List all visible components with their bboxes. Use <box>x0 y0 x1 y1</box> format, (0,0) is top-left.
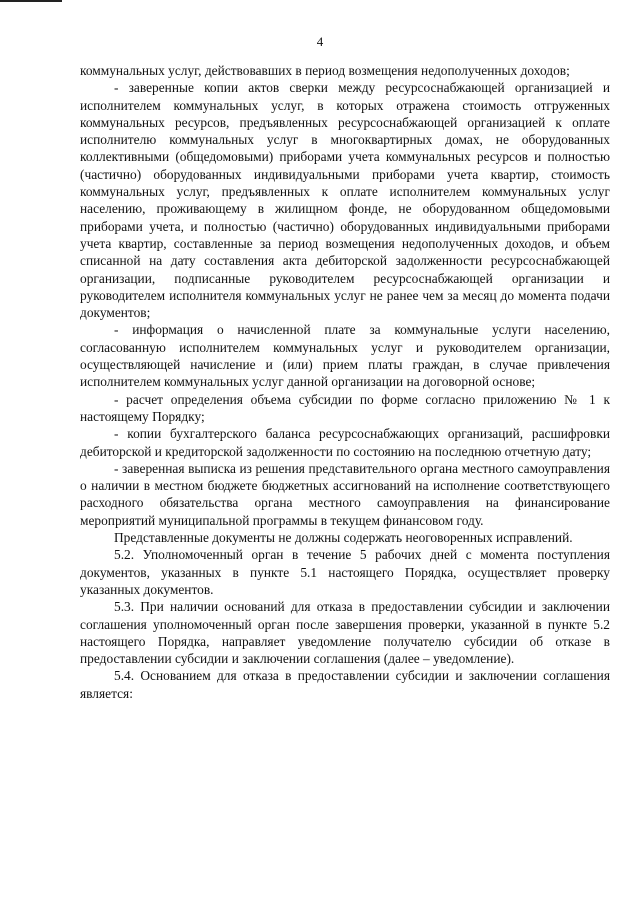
document-body <box>80 62 610 702</box>
paragraph: 5.4. Основанием для отказа в предоставлении субсидии и заключении соглашения является: <box>80 668 610 701</box>
page-number: 4 <box>316 34 324 49</box>
paragraph: 5.3. При наличии оснований для отказа в предоставлении субсидии и заключении соглашения уполномоченный орган после завершения проверки, указанной в пункте 5.2 настоящего Порядка, направляет уведомление получателю субсидии об отказе в предоставлении субсидии и заключении соглашения (далее – уведомление). <box>80 599 610 667</box>
top-edge-mark <box>0 0 62 2</box>
paragraph: Представленные документы не должны содержать неоговоренных исправлений. <box>114 530 573 546</box>
paragraph: - копии бухгалтерского баланса ресурсоснабжающих организаций, расшифровки дебиторской и кредиторской задолженности по состоянию на последнюю отчетную дату; <box>80 426 610 459</box>
paragraph: - заверенная выписка из решения представительного органа местного самоуправления о наличии в местном бюджете бюджетных ассигнований на исполнение соответствующего расходного обязательства органа местного самоуправления на финансирование мероприятий муниципальной программы в текущем финансовом году. <box>80 460 610 528</box>
paragraph: - заверенные копии актов сверки между ресурсоснабжающей организацией и исполнителем коммунальных услуг, в которых отражена стоимость отгруженных коммунальных ресурсов, предъявленных ресурсоснабжающей организацией к оплате исполнителю коммунальных услуг в многоквартирных домах, не оборудованных коллективными (общедомовыми) приборами учета коммунальных ресурсов и полностью (частично) оборудованных индивидуальными приборами учета квартир, стоимость коммунальных услуг, предъявленных к оплате исполнителем коммунальных услуг населению, проживающему в жилищном фонде, не оборудованном общедомовыми приборами учета, и полностью (частично) оборудованных индивидуальными приборами учета квартир, составленные за период возмещения недополученных доходов, и объем списанной на дату составления акта дебиторской задолженности ресурсоснабжающей организации, подписанные руководителем ресурсоснабжающей организации и руководителем исполнителя коммунальных услуг не ранее чем за месяц до момента подачи документов; <box>80 80 610 321</box>
paragraph: коммунальных услуг, действовавших в период возмещения недополученных доходов; <box>80 63 570 78</box>
paragraph: - расчет определения объема субсидии по форме согласно приложению № 1 к настоящему Порядку; <box>80 391 610 424</box>
paragraph: - информация о начисленной плате за коммунальные услуги населению, согласованную исполнителем коммунальных услуг и руководителем организации, осуществляющей начисление и (или) прием платы граждан, в случае привлечения исполнителем коммунальных услуг данной организации на договорной основе; <box>80 322 610 390</box>
paragraph: 5.2. Уполномоченный орган в течение 5 рабочих дней с момента поступления документов, указанных в пункте 5.1 настоящего Порядка, осуществляет проверку указанных документов. <box>80 547 610 597</box>
